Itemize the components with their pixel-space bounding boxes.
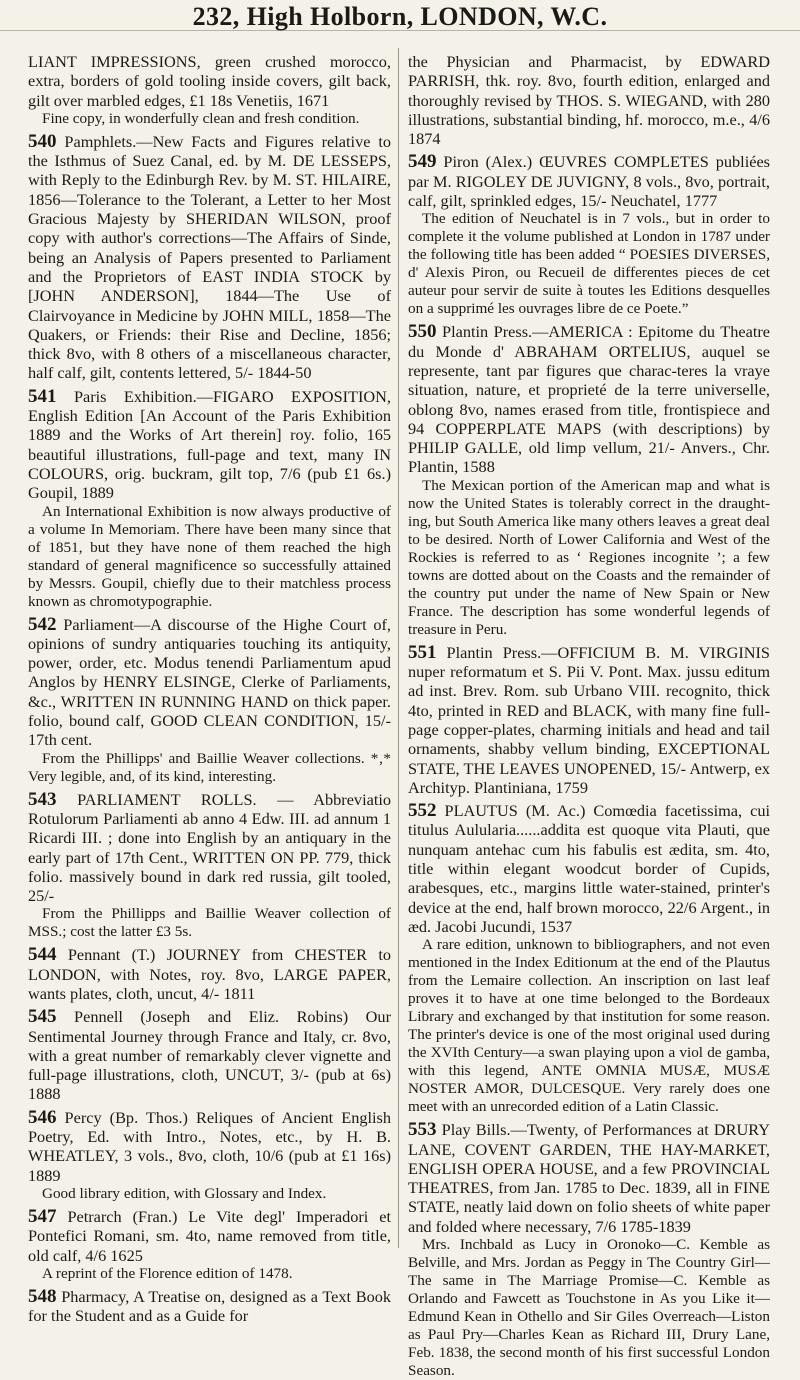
entry-note: From the Phillipps and Baillie Weaver collection of MSS.; cost the latter £3 5s. — [28, 905, 391, 941]
entry-text: PLAUTUS (M. Ac.) Comœdia facetissima, cui titulus Aulularia......addita est quoque vita Plauti, que nunquam antehac cum his fabulis est ædita, sm. 4to, title within elegant woodcut border of Cupids, arabesques, etc., margins little water-stained, printer's device at the end, half brown morocco, 22/6 Argent., in æd. Jacobi Jucundi, 1537 — [408, 801, 770, 936]
catalogue-entry — [28, 1108, 391, 1203]
entry-note: Good library edition, with Glossary and Index. — [42, 1184, 327, 1202]
lot-number: 542 — [28, 613, 57, 635]
lot-number: 541 — [28, 385, 57, 407]
catalogue-entry — [28, 1007, 391, 1103]
entry-text: Pharmacy, A Treatise on, designed as a Text Book for the Student and as a Guide for — [28, 1286, 391, 1326]
lot-number: 552 — [408, 800, 437, 822]
catalogue-entry — [28, 387, 391, 611]
entry-note: Fine copy, in wonderfully clean and fresh condition. — [42, 109, 360, 127]
lot-number: 551 — [408, 641, 437, 663]
entry-text: PARLIAMENT ROLLS. — Abbreviatio Rotulorum Parliamenti ab anno 4 Edw. III. ad annum 1 Ricardi III. ; done into English by an antiquary in the early part of 17th Cent., WRITTEN ON PP. 779, thick folio. massively bound in dark red russia, gilt tooled, 25/- — [28, 789, 392, 906]
catalogue-entry — [408, 152, 770, 318]
column-divider — [398, 48, 399, 1248]
page-header — [0, 0, 800, 31]
right-column — [408, 52, 771, 1379]
entry-note: The edition of Neuchatel is in 7 vols., but in order to complete it the volume published at London in 1787 under the following title has been added “ POESIES DIVERSES, d' Alexis Piron, ou Recueil de differentes pieces de cet auteur pour servir de suite à toutes les Editions desquelles on a supprimé les ouvrages libre de ce Poete.” — [408, 210, 770, 318]
lot-number: 547 — [28, 1205, 57, 1227]
entry-text: the Physician and Pharmacist, by EDWARD PARRISH, thk. roy. 8vo, fourth edition, enlarged and thoroughly revised by THOS. S. WIEGAND, with 280 illustrations, substantial binding, hf. morocco, m.e., 4/6 1874 — [408, 52, 770, 149]
entry-text: Pamphlets.—New Facts and Figures relative to the Isthmus of Suez Canal, ed. by M. DE LESSEPS, with Reply to the Edinburgh Rev. by M. ST. HILAIRE, 1856—Tolerance to the Tolerant, a Letter to her Most Gracious Majesty by SHERIDAN WILSON, proof copy with author's corrections—The Affairs of Sinde, being an Analysis of Papers presented to Parliament and the Proprietors of EAST INDIA STOCK by [JOHN ANDERSON], 1844—The Use of Clairvoyance in Medicine by JOHN MILL, 1858—The Quakers, or Friends: their Rise and Decline, 1856; thick 8vo, with 8 others of a miscellaneous character, half calf, gilt, contents lettered, 5/- 1844-50 — [28, 131, 391, 383]
catalogue-entry — [408, 1120, 770, 1380]
lot-number: 549 — [408, 151, 437, 173]
entry-text: Piron (Alex.) ŒUVRES COMPLETES publiées par M. RIGOLEY DE JUVIGNY, 8 vols., 8vo, portrait, calf, gilt, sprinkled edges, 15/- Neuchatel, 1777 — [408, 152, 771, 211]
entry-note: The Mexican portion of the American map and what is now the United States is tolerably correct in the draught-ing, but South America like many others leaves a great deal to be desired. North of Lower California and West of the Rockies is referred to as ‘ Regiones incognite ’; a few towns are dotted about on the Coasts and the remainder of the country put under the name of New Spain or New France. The description has some wonderful legends of treasure in Peru. — [408, 476, 770, 638]
catalogue-entry — [28, 945, 391, 1003]
entry-text: Percy (Bp. Thos.) Reliques of Ancient English Poetry, Ed. with Intro., Notes, etc., by H. B. WHEATLEY, 3 vols., 8vo, cloth, 10/6 (pub at £1 16s) 1889 — [28, 1107, 391, 1185]
catalogue-entry — [408, 643, 770, 797]
lot-number: 540 — [28, 130, 57, 152]
lot-number: 545 — [28, 1006, 57, 1028]
lot-number: 553 — [408, 1119, 437, 1141]
lot-number: 548 — [28, 1285, 57, 1307]
entry-note: From the Phillipps' and Baillie Weaver collections. *‚* Very legible, and, of its kind, interesting. — [28, 749, 391, 785]
catalogue-entry — [28, 615, 391, 786]
entry-text: Play Bills.—Twenty, of Performances at DRURY LANE, COVENT GARDEN, THE HAY-MARKET, ENGLISH OPERA HOUSE, and a few PROVINCIAL THEATRES, from Jan. 1785 to Dec. 1839, all in FINE STATE, neatly laid down on folio sheets of white paper and folded where necessary, 7/6 1785-1839 — [408, 1120, 770, 1236]
lot-number: 546 — [28, 1106, 57, 1128]
entry-text: Pennant (T.) JOURNEY from CHESTER to LONDON, with Notes, roy. 8vo, LARGE PAPER, wants plates, cloth, uncut, 4/- 1811 — [28, 945, 391, 1003]
catalogue-entry — [408, 801, 770, 1116]
entry-text: LIANT IMPRESSIONS, green crushed morocco, extra, borders of gold tooling inside covers, gilt back, gilt over marbled edges, £1 18s Venetiis, 1671 — [28, 52, 391, 110]
lot-number: 544 — [28, 944, 57, 966]
catalogue-entry — [28, 132, 391, 383]
entry-text: Plantin Press.—AMERICA : Epitome du Theatre du Monde d' ABRAHAM ORTELIUS, auquel se represente, tant par figures que charac-teres la vraye situation, nature, et proprieté de la terre universelle, oblong 8vo, names erased from title, frontispiece and 94 COPPERPLATE MAPS (with descriptions) by PHILIP GALLE, old limp vellum, 21/- Anvers., Chr. Plantin, 1588 — [408, 322, 770, 477]
entry-text: Paris Exhibition.—FIGARO EXPOSITION, English Edition [An Account of the Paris Exhibition 1889 and the Works of Art therein] roy. folio, 165 beautiful illustrations, full-page and text, many IN COLOURS, orig. buckram, gilt top, 7/6 (pub £1 6s.) Goupil, 1889 — [28, 386, 391, 503]
page-title: 232, High Holborn, LONDON, W.C. — [192, 2, 608, 31]
lot-number: 543 — [28, 788, 57, 810]
catalogue-entry — [28, 52, 391, 128]
entry-note: An International Exhibition is now always productive of a volume In Memoriam. There have been many since that of 1851, but they have none of them reached the high standard of general magnificence so successfully attained by Messrs. Goupil, chiefly due to their matchless process known as chromotypographie. — [28, 502, 391, 610]
lot-number: 550 — [408, 321, 437, 343]
left-column — [28, 52, 392, 1326]
entry-text: Pennell (Joseph and Eliz. Robins) Our Sentimental Journey through France and Italy, cr. 8vo, with a great number of remarkably clever vignette and full-page illustrations, cloth, UNCUT, 3/- (pub at 6s) 1888 — [28, 1007, 391, 1104]
entry-text: Petrarch (Fran.) Le Vite degl' Imperadori et Pontefici Romani, sm. 4to, name removed from title, old calf, 4/6 1625 — [28, 1206, 391, 1265]
entry-note: A rare edition, unknown to bibliographers, and not even mentioned in the Index Editionum at the end of the Plautus from the Lemaire collection. An inscription on last leaf proves it to have at one time belonged to the Bordeaux Library and exchanged by that institution for some reason. The printer's device is one of the most original used during the XVIth Century—a swan playing upon a viol de gamba, with this legend, ANTE OMNIA MUSÆ, MUSÆ NOSTER AMOR, DULCESQUE. Very rarely does one meet with an unrecorded edition of a Latin Classic. — [408, 936, 770, 1116]
catalogue-entry — [28, 790, 391, 942]
entry-text: Plantin Press.—OFFICIUM B. M. VIRGINIS nuper reformatum et S. Pii V. Pont. Max. jussu editum ad inst. Brev. Rom. sub Urbano VIII. recognito, thick 4to, printed in RED and BLACK, with many fine full-page copper-plates, charming initials and head and tail ornaments, shabby vellum binding, EXCEPTIONAL STATE, THE LEAVES UNOPENED, 15/- Antwerp, ex Archityp. Plantiniana, 1759 — [408, 642, 770, 797]
catalogue-entry — [28, 1207, 391, 1283]
catalogue-entry — [28, 1287, 391, 1326]
entry-text: Parliament—A discourse of the Highe Court of, opinions of sundry antiquaries touching its antiquity, power, order, etc. Modus tenendi Parliamentum apud Anglos by HENRY ELSINGE, Clerke of Parliaments, &c., WRITTEN IN RUNNING HAND on thick paper. folio, bound calf, GOOD CLEAN CONDITION, 15/- 17th cent. — [28, 614, 392, 750]
entry-note: Mrs. Inchbald as Lucy in Oronoko—C. Kemble as Belville, and Mrs. Jordan as Peggy in The Country Girl—The same in The Marriage Promise—C. Kemble as Orlando and Fawcett as Touchstone in As you Like it—Edmund Kean in Othello and Sir Giles Overreach—Liston as Paul Pry—Charles Kean as Richard III, Drury Lane, Feb. 1838, the second month of his first successful London Season. — [408, 1235, 770, 1379]
catalogue-entry — [408, 322, 770, 638]
catalogue-entry — [408, 52, 770, 148]
entry-note: A reprint of the Florence edition of 1478. — [42, 1264, 293, 1282]
